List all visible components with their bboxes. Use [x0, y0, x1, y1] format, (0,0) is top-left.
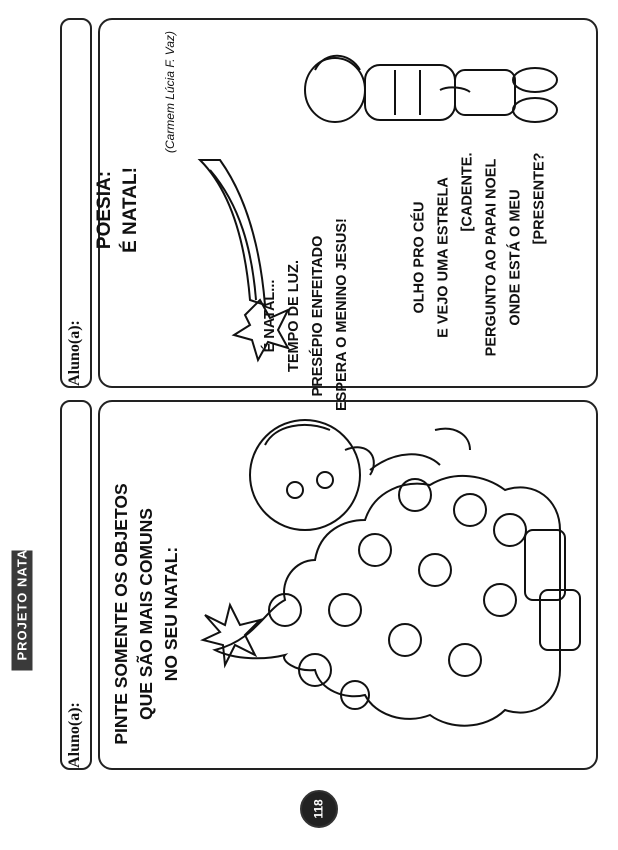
poem-title — [92, 150, 152, 270]
stanza-2-line-5: ONDE ESTÁ O MEU — [507, 189, 524, 326]
poem-title-line-1: POESIA: — [94, 170, 115, 250]
christmas-tree-with-girl-icon — [195, 410, 590, 760]
stanza-2-line-1: OLHO PRO CÉU — [411, 201, 428, 314]
stanza-2-line-2: E VEJO UMA ESTRELA — [435, 177, 452, 338]
stanza-1-line-4: ESPERA O MENINO JESUS! — [334, 218, 350, 411]
poem-title-line-2: É NATAL! — [120, 167, 141, 253]
instruction-line-3: NO SEU NATAL: — [161, 546, 181, 682]
poem-stanza-2 — [408, 153, 553, 363]
poem-author: (Carmem Lúcia F. Vaz) — [163, 30, 177, 154]
stanza-2-line-3: [CADENTE. — [459, 152, 476, 232]
project-badge: PROJETO NATAL — [12, 551, 33, 671]
stanza-2-line-6: [PRESENTE? — [531, 152, 548, 245]
stanza-1-line-3: PRESÉPIO ENFEITADO — [310, 235, 326, 397]
student-label-right: Aluno(a): — [66, 320, 83, 386]
shooting-star-icon — [190, 150, 290, 370]
stanza-1-line-1: É NATAL... — [262, 279, 278, 353]
instruction-line-1: PINTE SOMENTE OS OBJETOS — [111, 483, 131, 745]
stanza-1-line-2: TEMPO DE LUZ. — [286, 260, 302, 372]
stanza-2-line-4: PERGUNTO AO PAPAI NOEL — [483, 158, 500, 357]
instruction-text — [109, 444, 189, 784]
page-number: 118 — [311, 799, 326, 819]
student-label-left: Aluno(a): — [66, 702, 83, 768]
boy-icon — [300, 30, 570, 130]
instruction-line-2: QUE SÃO MAIS COMUNS — [136, 508, 156, 720]
page-number-badge — [300, 790, 338, 828]
